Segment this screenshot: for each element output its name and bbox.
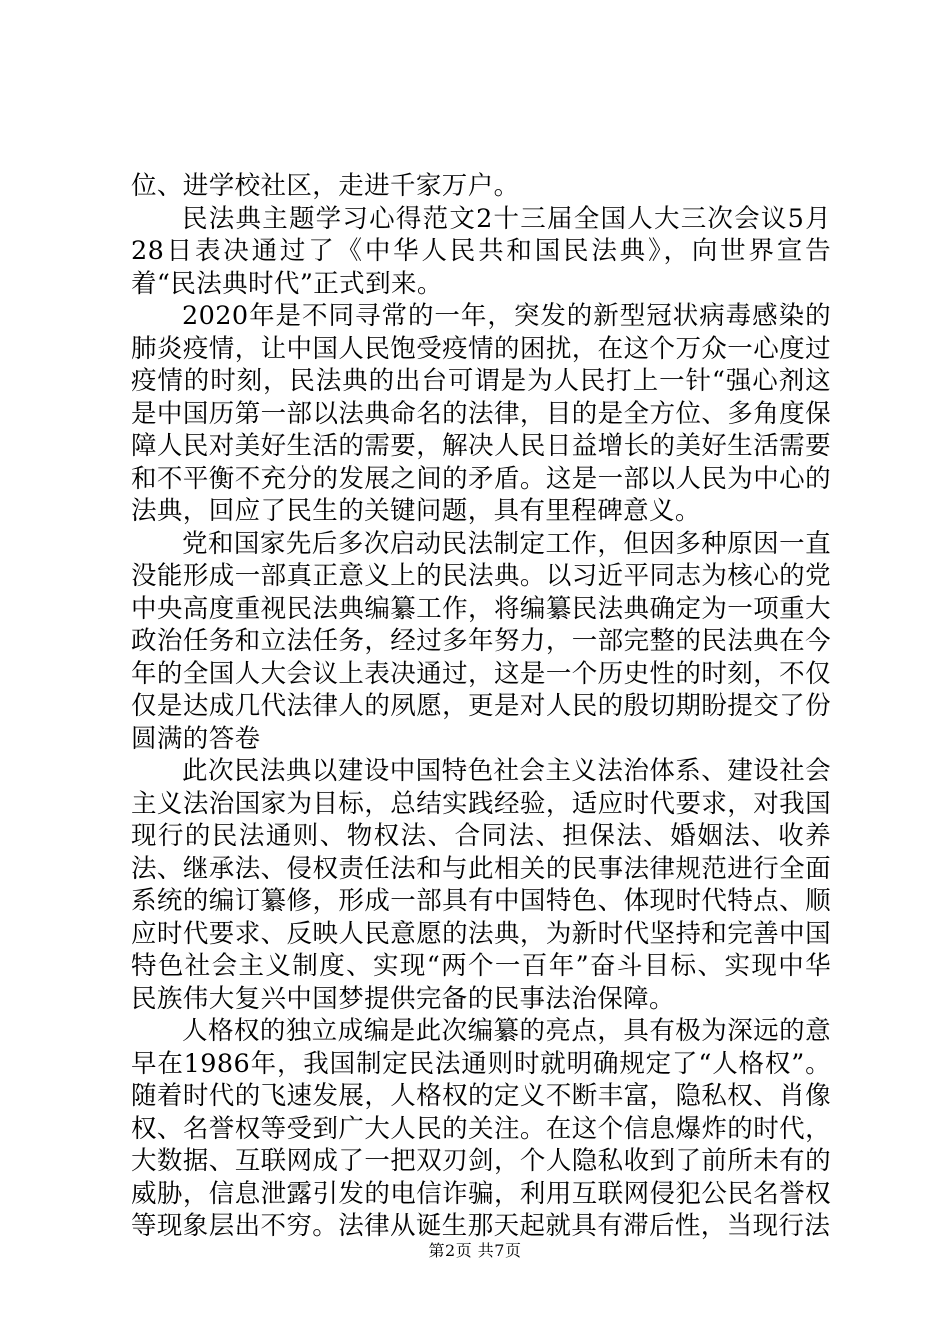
- paragraph-continuation: 位、进学校社区，走进千家万户。: [131, 171, 520, 201]
- document-body: [131, 170, 831, 1243]
- paragraph: 党和国家先后多次启动民法制定工作，但因多种原因一直没能形成一部真正意义上的民法典。以习近平同志为核心的党中央高度重视民法典编纂工作，将编纂民法典确定为一项重大政治任务和立法任务，经过多年努力，一部完整的民法典在今年的全国人大会议上表决通过，这是一个历史性的时刻，不仅仅是达成几代法律人的夙愿，更是对人民的殷切期盼提交了份圆满的答卷: [131, 528, 831, 754]
- page-number-footer: 第2页 共7页: [428, 1241, 522, 1260]
- paragraph: 民法典主题学习心得范文2十三届全国人大三次会议5月28日表决通过了《中华人民共和国民法典》，向世界宣告着“民法典时代”正式到来。: [131, 203, 831, 299]
- paragraph: 2020年是不同寻常的一年，突发的新型冠状病毒感染的肺炎疫情，让中国人民饱受疫情的困扰，在这个万众一心度过疫情的时刻，民法典的出台可谓是为人民打上一针“强心剂这是中国历第一部以法典命名的法律，目的是全方位、多角度保障人民对美好生活的需要，解决人民日益增长的美好生活需要和不平衡不充分的发展之间的矛盾。这是一部以人民为中心的法典，回应了民生的关键问题，具有里程碑意义。: [131, 301, 831, 526]
- paragraph: 此次民法典以建设中国特色社会主义法治体系、建设社会主义法治国家为目标，总结实践经验，适应时代要求，对我国现行的民法通则、物权法、合同法、担保法、婚姻法、收养法、继承法、侵权责任法和与此相关的民事法律规范进行全面系统的编订纂修，形成一部具有中国特色、体现时代特点、顺应时代要求、反映人民意愿的法典，为新时代坚持和完善中国特色社会主义制度、实现“两个一百年”奋斗目标、实现中华民族伟大复兴中国梦提供完备的民事法治保障。: [131, 756, 831, 1014]
- paragraph: 人格权的独立成编是此次编纂的亮点，具有极为深远的意早在1986年，我国制定民法通则时就明确规定了“人格权”。随着时代的飞速发展，人格权的定义不断丰富，隐私权、肖像权、名誉权等受到广大人民的关注。在这个信息爆炸的时代，大数据、互联网成了一把双刃剑，个人隐私收到了前所未有的威胁，信息泄露引发的电信诈骗，利用互联网侵犯公民名誉权等现象层出不穷。法律从诞生那天起就具有滞后性，当现行法: [131, 1016, 831, 1241]
